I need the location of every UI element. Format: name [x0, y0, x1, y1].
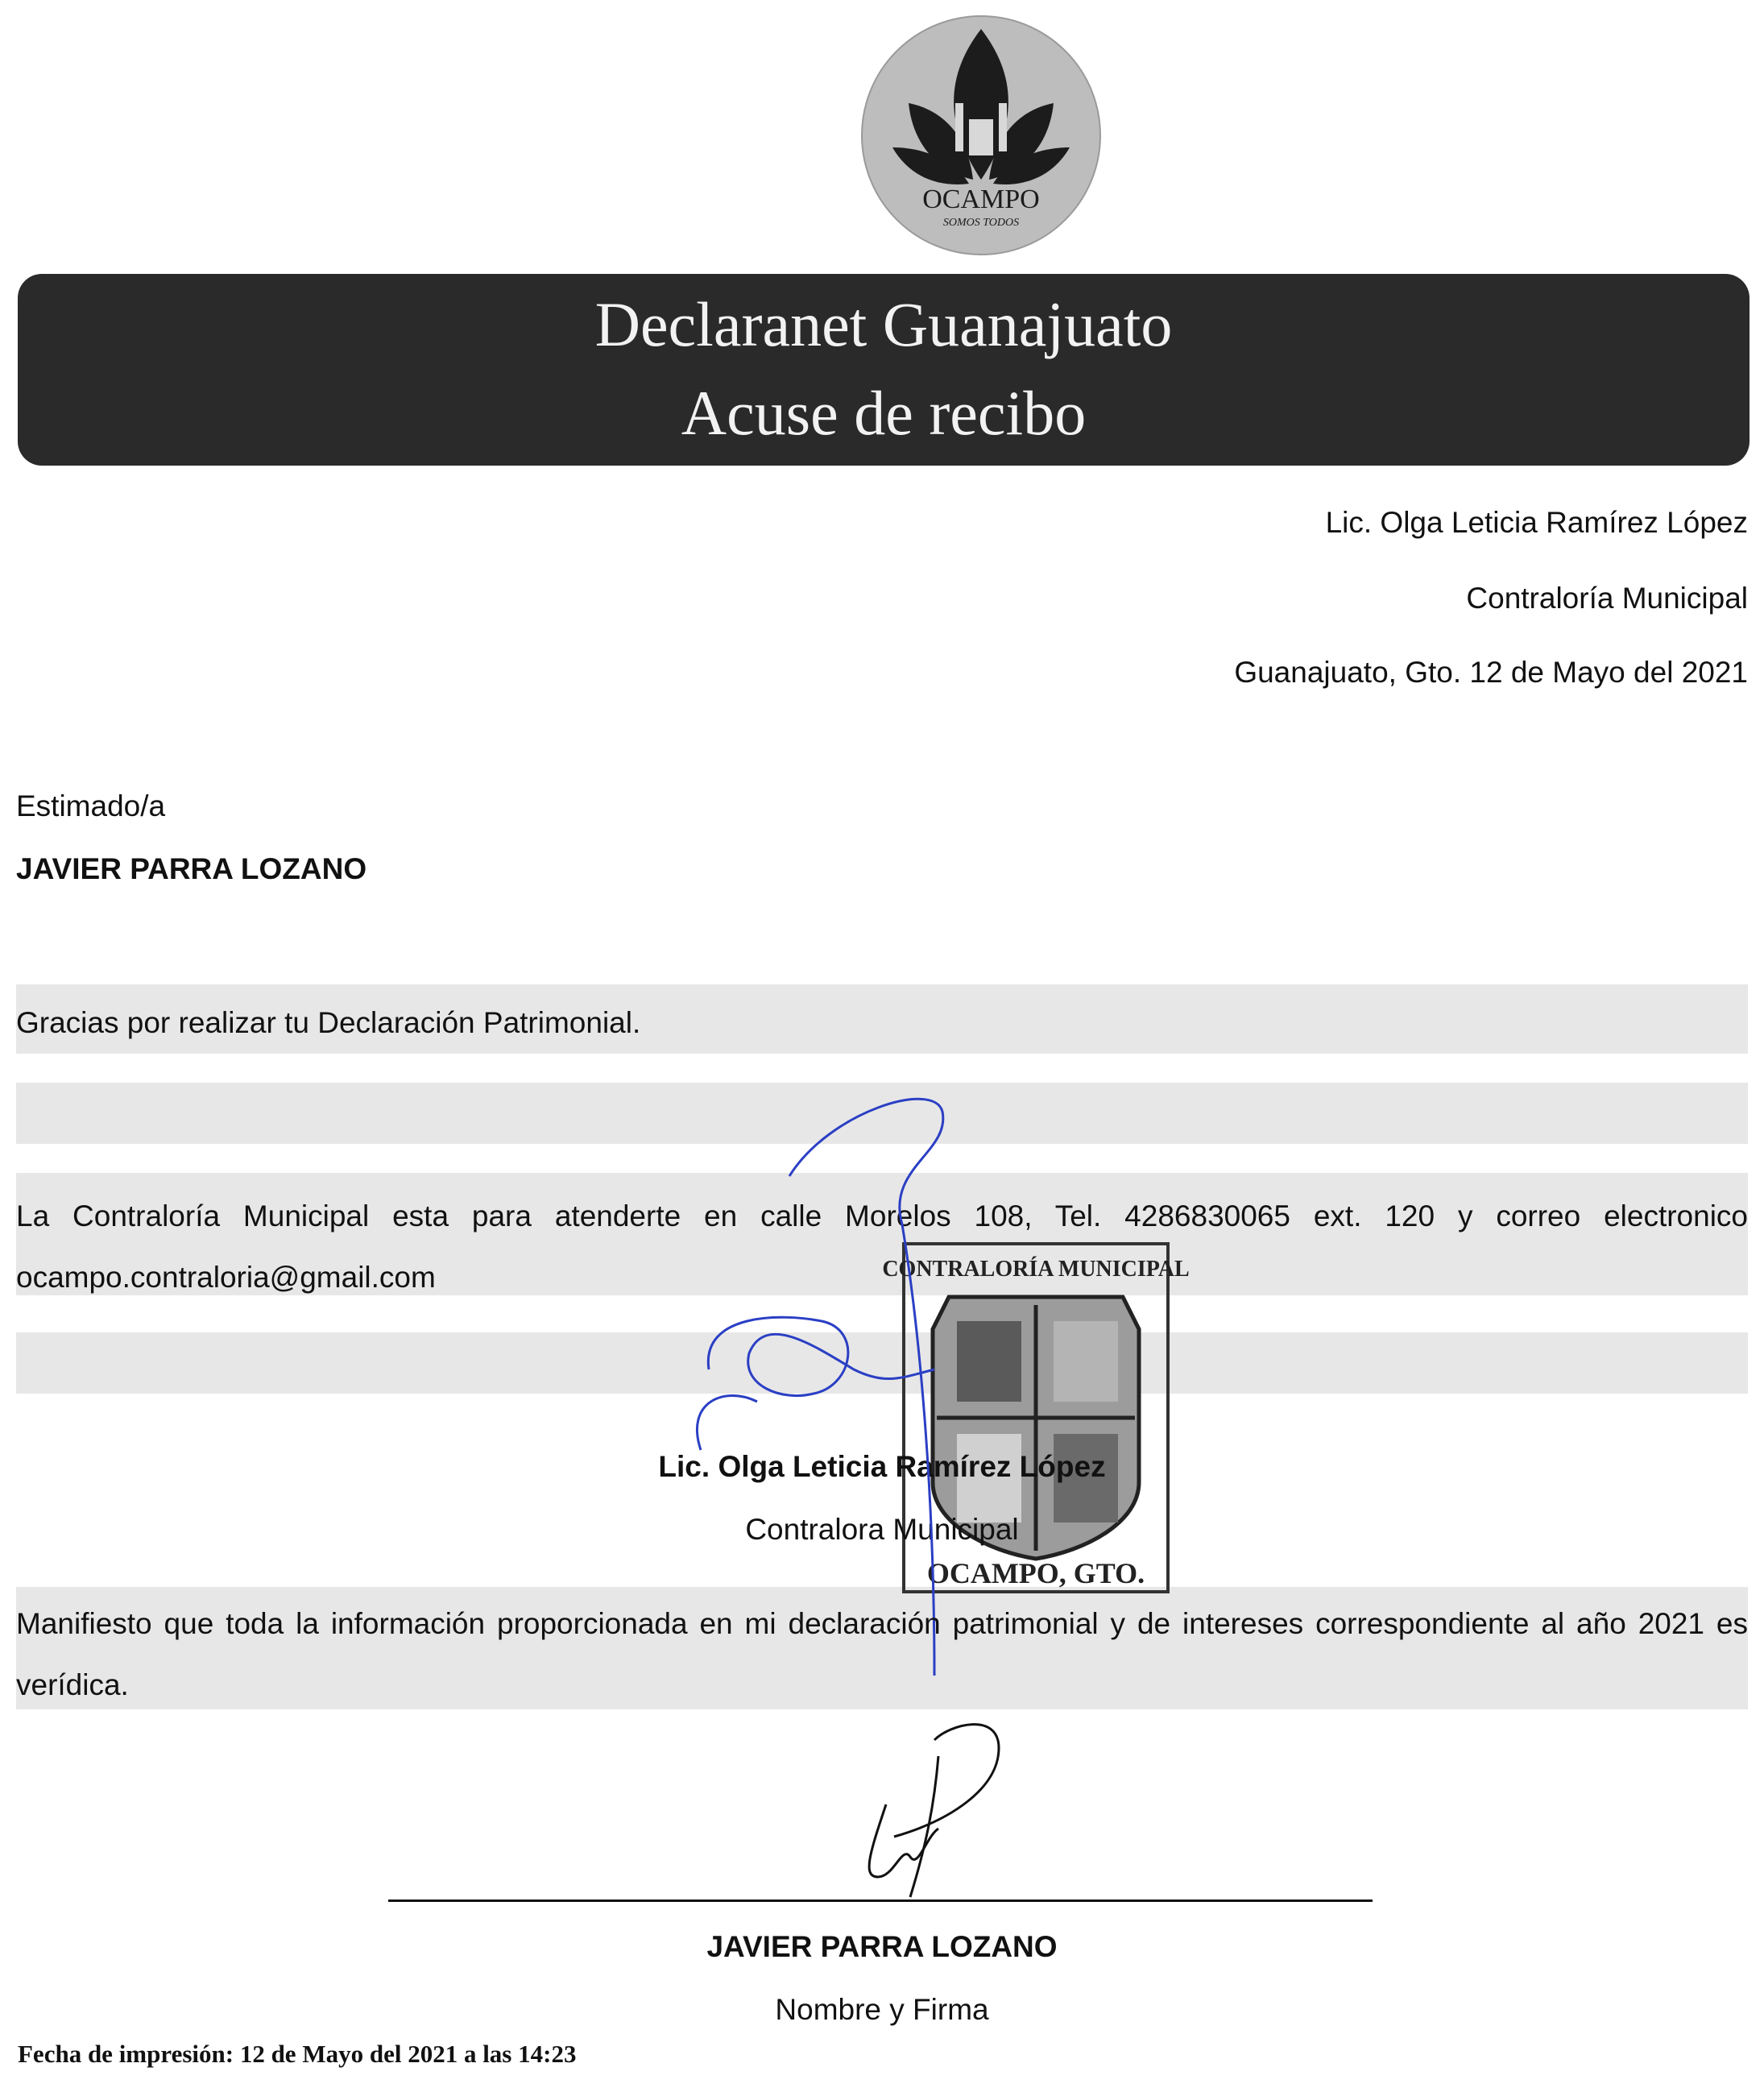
recipient-office: Contraloría Municipal	[1466, 582, 1748, 615]
stamp-bottom-text: OCAMPO, GTO.	[926, 1557, 1145, 1589]
print-date: Fecha de impresión: 12 de Mayo del 2021 a las 14:23	[18, 2040, 577, 2068]
declarant-handwritten-signature	[830, 1716, 1023, 1901]
signature-line	[388, 1900, 1373, 1902]
contact-text: La Contraloría Municipal esta para atenderte en calle Morelos 108, Tel. 4286830065 ext. 120 y correo electronico ocampo.contraloria@gmail.com	[16, 1199, 1748, 1294]
stamp-top-text: CONTRALORÍA MUNICIPAL	[882, 1257, 1190, 1282]
banner-subtitle: Acuse de recibo	[681, 378, 1087, 448]
place-date: Guanajuato, Gto. 12 de Mayo del 2021	[1234, 656, 1748, 689]
official-handwritten-signature	[693, 1079, 1047, 1676]
salutation: Estimado/a	[16, 789, 166, 822]
declarant-name: JAVIER PARRA LOZANO	[706, 1930, 1058, 1963]
recipient-name: Lic. Olga Leticia Ramírez López	[1325, 506, 1748, 539]
ocampo-logo	[860, 14, 1102, 256]
signature-caption: Nombre y Firma	[775, 1993, 989, 2026]
logo-name: OCAMPO	[922, 184, 1040, 214]
banner-title: Declaranet Guanajuato	[594, 289, 1173, 359]
header-banner	[18, 274, 1750, 466]
addressee-name: JAVIER PARRA LOZANO	[16, 852, 367, 885]
official-name: Lic. Olga Leticia Ramírez López	[658, 1450, 1106, 1483]
logo-tagline: SOMOS TODOS	[942, 217, 1020, 229]
declaration-text: Manifiesto que toda la información proporcionada en mi declaración patrimonial y de intereses correspondiente al año 2021 es verídica.	[16, 1607, 1748, 1701]
thanks-text: Gracias por realizar tu Declaración Patrimonial.	[16, 1006, 641, 1039]
official-title: Contralora Municipal	[745, 1513, 1019, 1546]
